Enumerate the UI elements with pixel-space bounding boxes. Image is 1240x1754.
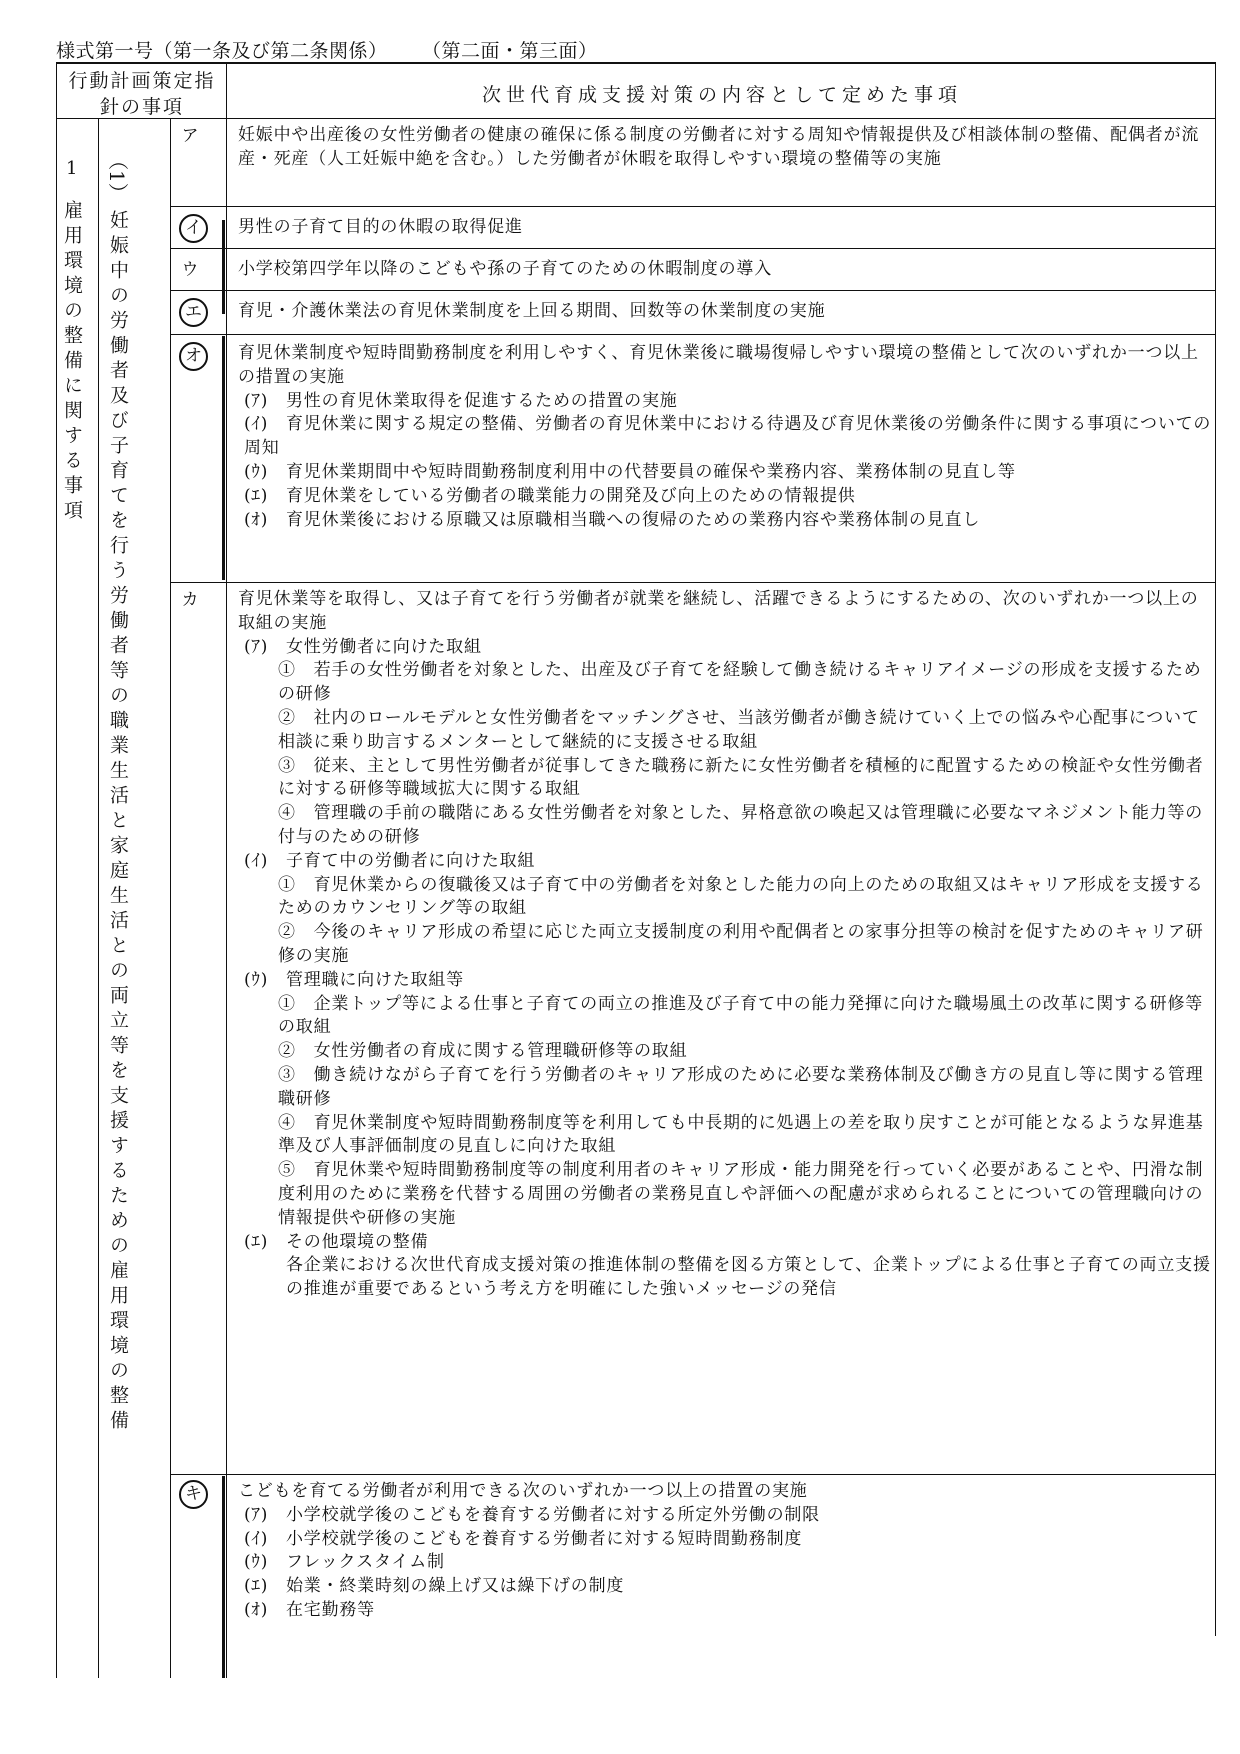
form-subtitle: （第二面・第三面） <box>431 40 598 62</box>
table-top-border <box>56 62 1216 64</box>
item-o-intro: 育児休業制度や短時間勤務制度を利用しやすく、育児休業後に職場復帰しやすい環境の整備として次のいずれか一つ以上の措置の実施 <box>238 343 1199 387</box>
table-left-border <box>56 62 57 1678</box>
item-o-sub-e: (ｴ) 育児休業をしている労働者の職業能力の開発及び向上のための情報提供 <box>244 485 856 506</box>
item-a-text <box>238 124 1214 172</box>
item-ka-group-u-5: ⑤ 育児休業や短時間勤務制度等の制度利用者のキャリア形成・能力開発を行っていく必要があることや、円滑な制度利用のために業務を代替する周囲の労働者の業務見直しや評価への配慮が求められることについての管理職向けの情報提供や研修の実施 <box>278 1160 1204 1228</box>
item-o-sub-u: (ｳ) 育児休業期間中や短時間勤務制度利用中の代替要員の確保や業務内容、業務体制の見直し等 <box>244 461 1016 482</box>
item-ka-group-u-3: ③ 働き続けながら子育てを行う労働者のキャリア形成のために必要な業務体制及び働き方の見直し等に関する管理職研修 <box>278 1064 1204 1109</box>
item-ki-text <box>238 1480 1214 1623</box>
item-ki-sub-e: (ｴ) 始業・終業時刻の繰上げ又は繰下げの制度 <box>244 1576 625 1597</box>
item-e-line: 育児・介護休業法の育児休業制度を上回る期間、回数等の休業制度の実施 <box>238 301 826 321</box>
row-divider-a <box>170 206 1216 207</box>
marker-u: ウ <box>181 260 199 280</box>
item-ki-sub-a: (ｱ) 小学校就学後のこどもを養育する労働者に対する所定外労働の制限 <box>244 1504 820 1525</box>
row-divider-ka <box>170 1474 1216 1475</box>
header-bottom-border <box>56 118 1216 119</box>
item-ka-group-i-2: ② 今後のキャリア形成の希望に応じた両立支援制度の利用や配偶者との家事分担等の検討を促すためのキャリア研修の実施 <box>278 922 1204 966</box>
row-divider-o <box>170 582 1216 583</box>
item-ka-group-a-2: ② 社内のロールモデルと女性労働者をマッチングさせ、当該労働者が働き続けていく上での悩みや心配事について相談に乗り助言するメンターとして継続的に支援させる取組 <box>278 707 1200 752</box>
form-title-text: 様式第一号（第一条及び第二条関係） <box>56 40 388 62</box>
item-ka-group-e: (ｴ) その他環境の整備 <box>244 1231 429 1252</box>
section-title: 雇用環境の整備に関する事項 <box>61 200 83 525</box>
marker-a: ア <box>181 126 199 146</box>
item-ki-sub-o: (ｵ) 在宅勤務等 <box>244 1599 375 1620</box>
item-ki-intro: こどもを育てる労働者が利用できる次のいずれか一つ以上の措置の実施 <box>238 1481 808 1501</box>
col-divider-2 <box>170 118 171 1678</box>
item-i-line: 男性の子育て目的の休暇の取得促進 <box>238 217 523 237</box>
item-o-text <box>238 342 1214 532</box>
item-u-text <box>238 258 1214 282</box>
marker-column-bold-border-2 <box>222 336 225 580</box>
col-divider-1 <box>98 118 99 1678</box>
item-a-line: 妊娠中や出産後の女性労働者の健康の確保に係る制度の労働者に対する周知や情報提供及び相談体制の整備、配偶者が流産・死産（人工妊娠中絶を含む。）した労働者が休暇を取得しやすい環境の整備等の実施 <box>238 125 1200 169</box>
marker-i-circled: イ <box>179 214 208 243</box>
item-ka-group-i-1: ① 育児休業からの復職後又は子育て中の労働者を対象とした能力の向上のための取組又はキャリア形成を支援するためのカウンセリング等の取組 <box>278 874 1204 919</box>
marker-column-bold-border-3 <box>222 1476 225 1678</box>
item-o-sub-i: (ｲ) 育児休業に関する規定の整備、労働者の育児休業中における待遇及び育児休業後の労働条件に関する事項についての周知 <box>244 414 1212 459</box>
item-o-sub-a: (ｱ) 男性の育児休業取得を促進するための措置の実施 <box>244 390 678 411</box>
marker-ki-circled: キ <box>179 1480 208 1509</box>
item-ka-group-i: (ｲ) 子育て中の労働者に向けた取組 <box>244 850 536 871</box>
item-o-sub-o: (ｵ) 育児休業後における原職又は原職相当職への復帰のための業務内容や業務体制の見直し <box>244 509 981 530</box>
item-ka-group-e-body: 各企業における次世代育成支援対策の推進体制の整備を図る方策として、企業トップによる仕事と子育ての両立支援の推進が重要であるという考え方を明確にした強いメッセージの発信 <box>286 1255 1211 1300</box>
header-left-cell: 行動計画策定指針の事項 <box>68 70 216 118</box>
item-ka-group-a-1: ① 若手の女性労働者を対象とした、出産及び子育てを経験して働き続けるキャリアイメージの形成を支援するための研修 <box>278 660 1202 705</box>
item-ka-intro: 育児休業等を取得し、又は子育てを行う労働者が就業を継続し、活躍できるようにするための、次のいずれか一つ以上の取組の実施 <box>238 589 1199 633</box>
table-right-border <box>1215 62 1216 1636</box>
item-ka-group-u-1: ① 企業トップ等による仕事と子育ての両立の推進及び子育て中の能力発揮に向けた職場風土の改革に関する研修等の取組 <box>278 993 1204 1038</box>
marker-column-bold-border <box>222 220 225 314</box>
item-ka-group-a-4: ④ 管理職の手前の職階にある女性労働者を対象とした、昇格意欲の喚起又は管理職に必要なマネジメント能力等の付与のための研修 <box>278 803 1204 847</box>
item-ka-text <box>238 588 1214 1302</box>
item-i-text <box>238 216 1214 240</box>
col-divider-3 <box>226 62 227 1678</box>
marker-e-circled: エ <box>179 298 208 327</box>
header-right-cell: 次世代育成支援対策の内容として定めた事項 <box>481 84 962 106</box>
item-ka-group-a-3: ③ 従来、主として男性労働者が従事してきた職務に新たに女性労働者を積極的に配置するための検証や女性労働者に対する研修等職域拡大に関する取組 <box>278 755 1204 800</box>
row-divider-e <box>170 334 1216 335</box>
item-ka-group-u-4: ④ 育児休業制度や短時間勤務制度等を利用しても中長期的に処遇上の差を取り戻すことが可能となるような昇進基準及び人事評価制度の見直しに向けた取組 <box>278 1112 1204 1157</box>
item-ki-sub-i: (ｲ) 小学校就学後のこどもを養育する労働者に対する短時間勤務制度 <box>244 1528 803 1549</box>
marker-o-circled: オ <box>179 342 208 371</box>
item-u-line: 小学校第四学年以降のこどもや孫の子育てのための休暇制度の導入 <box>238 259 772 279</box>
marker-ka: カ <box>181 590 199 610</box>
item-ka-group-u: (ｳ) 管理職に向けた取組等 <box>244 969 464 990</box>
item-ka-group-a: (ｱ) 女性労働者に向けた取組 <box>244 636 482 657</box>
item-e-text <box>238 300 1214 324</box>
section-number: 1 <box>66 158 78 179</box>
subsection-number: （1） <box>105 150 129 203</box>
row-divider-i <box>170 248 1216 249</box>
form-title <box>56 36 598 63</box>
row-divider-u <box>170 290 1216 291</box>
subsection-title: 妊娠中の労働者及び子育てを行う労働者等の職業生活と家庭生活との両立等を支援するための雇用環境の整備 <box>107 210 129 1435</box>
item-ki-sub-u: (ｳ) フレックスタイム制 <box>244 1552 445 1573</box>
item-ka-group-u-2: ② 女性労働者の育成に関する管理職研修等の取組 <box>278 1041 688 1062</box>
